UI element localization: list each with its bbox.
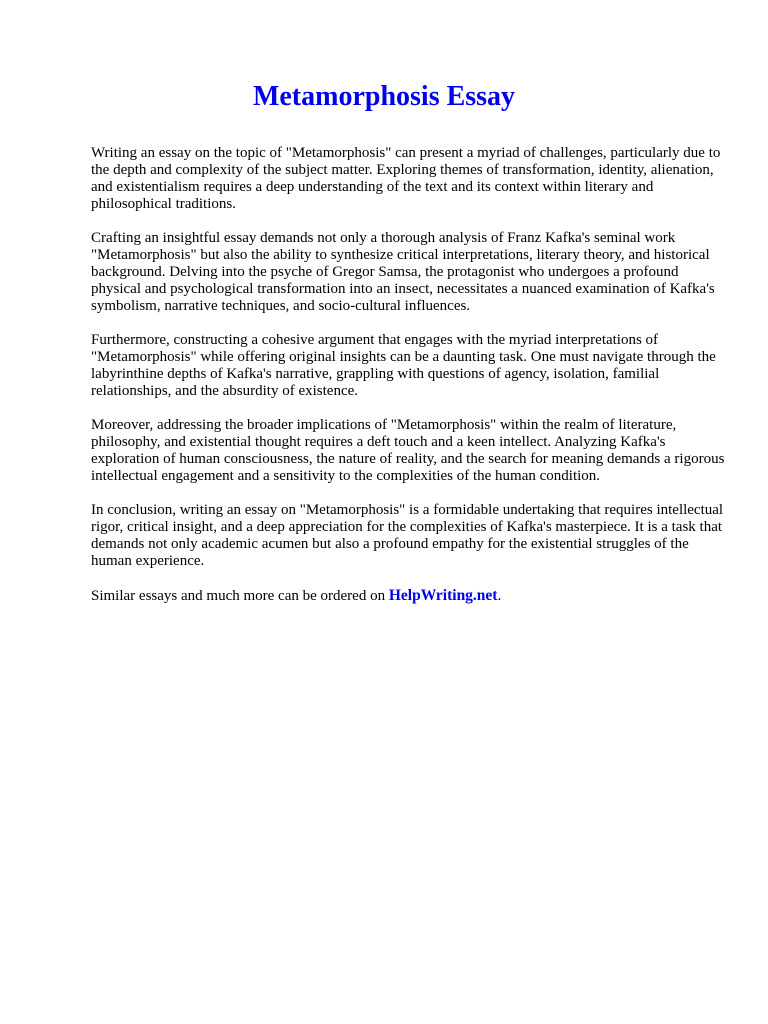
- document-title: Metamorphosis Essay: [252, 81, 516, 112]
- order-note-suffix: .: [497, 588, 502, 604]
- document-body: [91, 145, 731, 622]
- order-note-prefix: Similar essays and much more can be ordered on: [91, 588, 389, 604]
- paragraph-5: In conclusion, writing an essay on "Metamorphosis" is a formidable undertaking that requires intellectual rigor, critical insight, and a deep appreciation for the complexities of Kafka's masterpiece. It is a task that demands not only academic acumen but also a profound empathy for the existential struggles of the human experience.: [91, 502, 724, 569]
- order-note: [91, 587, 731, 605]
- paragraph-4: Moreover, addressing the broader implications of "Metamorphosis" within the realm of literature, philosophy, and existential thought requires a deft touch and a keen intellect. Analyzing Kafka's exploration of human consciousness, the nature of reality, and the search for meaning demands a rigorous intellectual engagement and a sensitivity to the complexities of the human condition.: [91, 417, 725, 484]
- helpwriting-link[interactable]: HelpWriting.net: [388, 587, 498, 604]
- paragraph-2: Crafting an insightful essay demands not only a thorough analysis of Franz Kafka's seminal work "Metamorphosis" but also the ability to synthesize critical interpretations, literary theory, and historical background. Delving into the psyche of Gregor Samsa, the protagonist who undergoes a profound physical and psychological transformation into an insect, necessitates a nuanced examination of Kafka's symbolism, narrative techniques, and socio-cultural influences.: [91, 230, 715, 314]
- paragraph-1: Writing an essay on the topic of "Metamorphosis" can present a myriad of challenges, particularly due to the depth and complexity of the subject matter. Exploring themes of transformation, identity, alienation, and existentialism requires a deep understanding of the text and its context within literary and philosophical traditions.: [91, 145, 721, 212]
- paragraph-3: Furthermore, constructing a cohesive argument that engages with the myriad interpretations of "Metamorphosis" while offering original insights can be a daunting task. One must navigate through the labyrinthine depths of Kafka's narrative, grappling with questions of agency, isolation, familial relationships, and the absurdity of existence.: [91, 332, 716, 399]
